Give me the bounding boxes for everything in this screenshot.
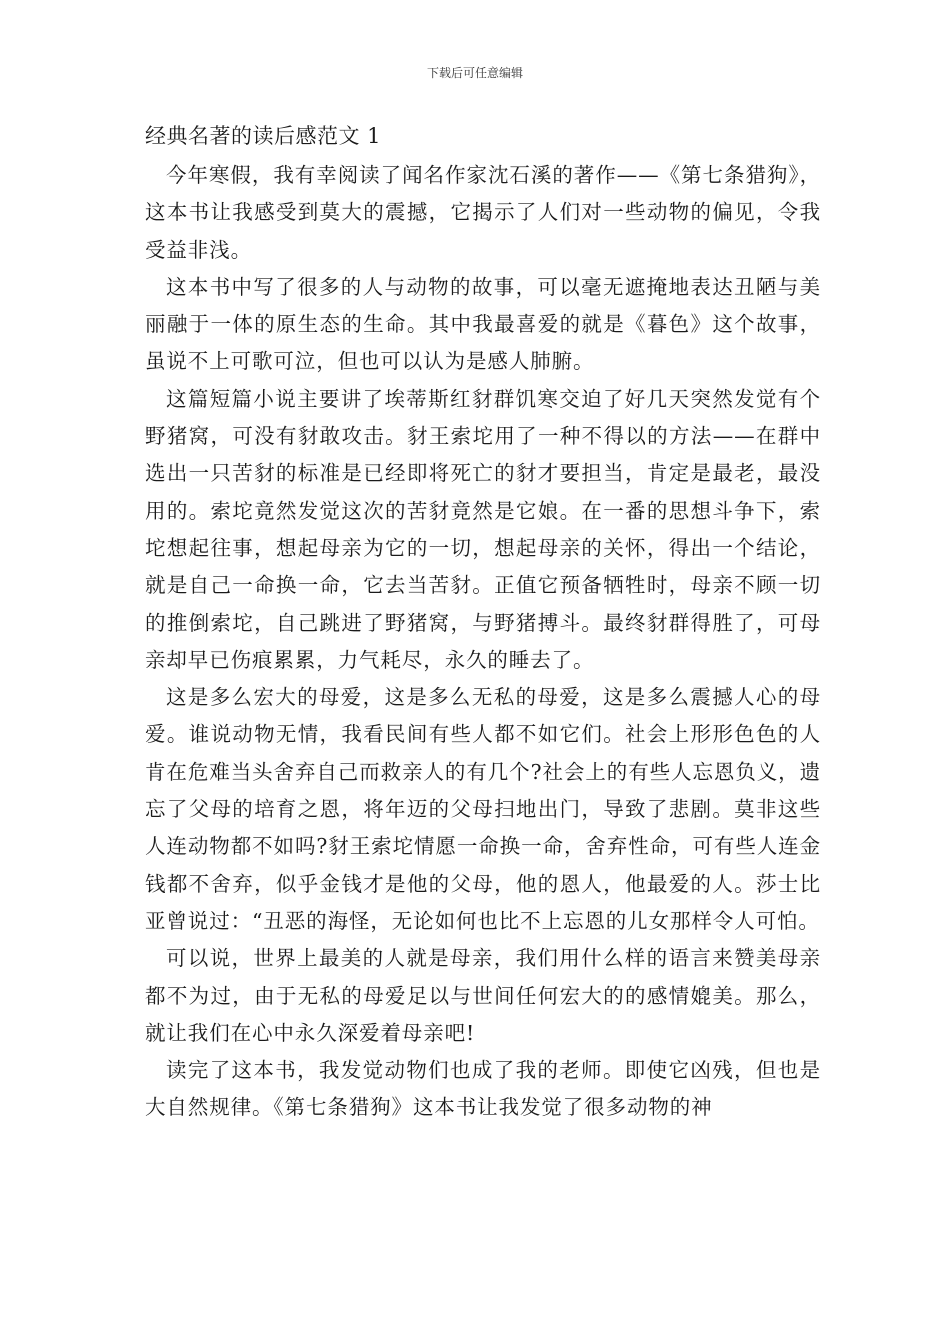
- paragraph-6: 读完了这本书，我发觉动物们也成了我的老师。即使它凶残，但也是大自然规律。《第七条猎狗》这本书让我发觉了很多动物的神: [145, 1058, 821, 1120]
- paragraph-1: 今年寒假，我有幸阅读了闻名作家沈石溪的著作——《第七条猎狗》，这本书让我感受到莫大的震撼，它揭示了人们对一些动物的偏见，令我受益非浅。: [145, 163, 821, 262]
- paragraph-2: 这本书中写了很多的人与动物的故事，可以毫无遮掩地表达丑陋与美丽融于一体的原生态的生命。其中我最喜爱的就是《暮色》这个故事，虽说不上可歌可泣，但也可以认为是感人肺腑。: [145, 274, 821, 374]
- paragraph-5: 可以说，世界上最美的人就是母亲，我们用什么样的语言来赞美母亲都不为过，由于无私的母爱足以与世间任何宏大的的感情媲美。那么，就让我们在心中永久深爱着母亲吧!: [145, 946, 821, 1045]
- document-title: 经典名著的读后感范文 1: [145, 124, 382, 148]
- page-header: 下载后可任意编辑: [426, 66, 523, 80]
- paragraph-4: 这是多么宏大的母爱，这是多么无私的母爱，这是多么震撼人心的母爱。谁说动物无情，我看民间有些人都不如它们。社会上形形色色的人肯在危难当头舍弃自己而救亲人的有几个?社会上的有些人忘恩负义，遗忘了父母的培育之恩，将年迈的父母扫地出门，导致了悲剧。莫非这些人连动物都不如吗?豺王索坨情愿一命换一命，舍弃性命，可有些人连金钱都不舍弃，似乎金钱才是他的父母，他的恩人，他最爱的人。莎士比亚曾说过：“丑恶的海怪，无论如何也比不上忘恩的儿女那样令人可怕。: [145, 685, 821, 933]
- document-body: [145, 118, 821, 1127]
- paragraph-3: 这篇短篇小说主要讲了埃蒂斯红豺群饥寒交迫了好几天突然发觉有个野猪窝，可没有豺敢攻击。豺王索坨用了一种不得以的方法——在群中选出一只苦豺的标准是已经即将死亡的豺才要担当，肯定是最老，最没用的。索坨竟然发觉这次的苦豺竟然是它娘。在一番的思想斗争下，索坨想起往事，想起母亲为它的一切，想起母亲的关怀，得出一个结论，就是自己一命换一命，它去当苦豺。正值它预备牺牲时，母亲不顾一切的推倒索坨，自己跳进了野猪窝，与野猪搏斗。最终豺群得胜了，可母亲却早已伤痕累累，力气耗尽，永久的睡去了。: [145, 386, 821, 672]
